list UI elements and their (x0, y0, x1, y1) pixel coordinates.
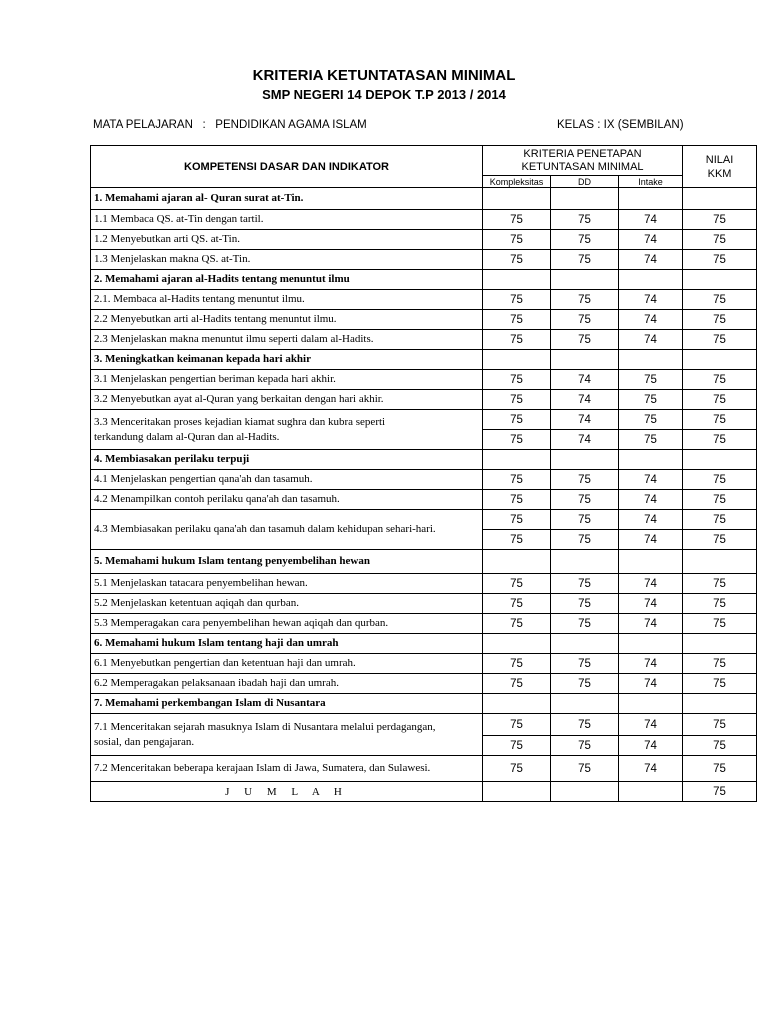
subject-info (93, 119, 367, 131)
kompleksitas-value: 75 (483, 574, 551, 594)
kkm-value: 75 (683, 574, 757, 594)
kkm-value: 75 (683, 756, 757, 782)
kkm-value: 75 (683, 470, 757, 490)
kompleksitas-value: 75 (483, 250, 551, 270)
table-row (91, 330, 757, 350)
dd-value: 75 (551, 310, 619, 330)
group-row (91, 450, 757, 470)
dd-value: 75 (551, 210, 619, 230)
group-row (91, 634, 757, 654)
indicator-text: 6.2 Memperagakan pelaksanaan ibadah haji dan umrah. (91, 674, 483, 694)
indicator-text: 5.3 Memperagakan cara penyembelihan hewan aqiqah dan qurban. (91, 614, 483, 634)
intake-value: 74 (619, 654, 683, 674)
total-kkm-value: 75 (683, 782, 757, 802)
indicator-text: 2.2 Menyebutkan arti al-Hadits tentang menuntut ilmu. (91, 310, 483, 330)
indicator-text (91, 410, 483, 450)
intake-value: 74 (619, 594, 683, 614)
kkm-value: 75 (683, 410, 757, 430)
dd-value: 75 (551, 674, 619, 694)
intake-value: 74 (619, 574, 683, 594)
intake-value: 74 (619, 614, 683, 634)
table-row (91, 410, 757, 430)
header-kompleksitas: Kompleksitas (483, 176, 551, 188)
group-row (91, 550, 757, 574)
table-row (91, 674, 757, 694)
kompleksitas-value: 75 (483, 290, 551, 310)
kkm-value: 75 (683, 310, 757, 330)
intake-value: 74 (619, 330, 683, 350)
kompleksitas-value: 75 (483, 714, 551, 736)
table-row (91, 510, 757, 530)
group-row (91, 694, 757, 714)
intake-value: 75 (619, 410, 683, 430)
class-value: IX (SEMBILAN) (603, 119, 684, 131)
header-kd: KOMPETENSI DASAR DAN INDIKATOR (91, 146, 483, 188)
group-title: 5. Memahami hukum Islam tentang penyembelihan hewan (91, 550, 483, 574)
kompleksitas-value: 75 (483, 614, 551, 634)
intake-value: 74 (619, 210, 683, 230)
kkm-value: 75 (683, 530, 757, 550)
dd-value: 74 (551, 370, 619, 390)
kompleksitas-value: 75 (483, 390, 551, 410)
indicator-text: 4.1 Menjelaskan pengertian qana'ah dan tasamuh. (91, 470, 483, 490)
table-row (91, 390, 757, 410)
total-row (91, 782, 757, 802)
indicator-text: 7.2 Menceritakan beberapa kerajaan Islam di Jawa, Sumatera, dan Sulawesi. (91, 756, 483, 782)
dd-value: 75 (551, 574, 619, 594)
kompleksitas-value: 75 (483, 430, 551, 450)
group-row (91, 350, 757, 370)
table-row (91, 370, 757, 390)
indicator-text: 1.2 Menyebutkan arti QS. at-Tin. (91, 230, 483, 250)
intake-value: 75 (619, 390, 683, 410)
intake-value: 74 (619, 756, 683, 782)
indicator-text-line2: sosial, dan pengajaran. (94, 735, 195, 748)
table-row (91, 594, 757, 614)
header-nilai (683, 146, 757, 188)
subject-label: MATA PELAJARAN (93, 119, 193, 131)
indicator-text: 2.3 Menjelaskan makna menuntut ilmu seperti dalam al-Hadits. (91, 330, 483, 350)
kompleksitas-value: 75 (483, 370, 551, 390)
dd-value: 75 (551, 290, 619, 310)
class-label: KELAS : (557, 119, 601, 131)
document-title: KRITERIA KETUNTATASAN MINIMAL (252, 67, 516, 84)
subject-separator: : (202, 119, 206, 131)
kkm-value: 75 (683, 714, 757, 736)
table-row (91, 654, 757, 674)
kompleksitas-value: 75 (483, 210, 551, 230)
dd-value: 75 (551, 714, 619, 736)
table-row (91, 614, 757, 634)
indicator-text: 4.2 Menampilkan contoh perilaku qana'ah dan tasamuh. (91, 490, 483, 510)
kkm-value: 75 (683, 430, 757, 450)
group-title: 7. Memahami perkembangan Islam di Nusantara (91, 694, 483, 714)
group-title: 3. Meningkatkan keimanan kepada hari akhir (91, 350, 483, 370)
kompleksitas-value: 75 (483, 654, 551, 674)
indicator-text (91, 714, 483, 756)
group-row (91, 270, 757, 290)
indicator-text: 2.1. Membaca al-Hadits tentang menuntut ilmu. (91, 290, 483, 310)
table-row (91, 310, 757, 330)
kkm-value: 75 (683, 330, 757, 350)
kompleksitas-value: 75 (483, 530, 551, 550)
intake-value: 74 (619, 470, 683, 490)
kkm-value: 75 (683, 674, 757, 694)
table-row (91, 210, 757, 230)
header-nilai-line2: KKM (707, 167, 732, 180)
header-kriteria-line1: KRITERIA PENETAPAN (523, 147, 642, 160)
dd-value: 75 (551, 614, 619, 634)
kompleksitas-value: 75 (483, 594, 551, 614)
kkm-value: 75 (683, 510, 757, 530)
table-row (91, 470, 757, 490)
indicator-text-line1: 7.1 Menceritakan sejarah masuknya Islam di Nusantara melalui perdagangan, (94, 720, 436, 733)
intake-value: 74 (619, 490, 683, 510)
dd-value: 75 (551, 594, 619, 614)
indicator-text-line1: 3.3 Menceritakan proses kejadian kiamat sughra dan kubra seperti (94, 415, 386, 428)
header-kriteria-line2: KETUNTASAN MINIMAL (521, 160, 644, 173)
intake-value: 74 (619, 530, 683, 550)
dd-value: 75 (551, 470, 619, 490)
kkm-value: 75 (683, 490, 757, 510)
intake-value: 74 (619, 510, 683, 530)
table-row (91, 230, 757, 250)
kkm-value: 75 (683, 370, 757, 390)
indicator-text: 4.3 Membiasakan perilaku qana'ah dan tasamuh dalam kehidupan sehari-hari. (91, 510, 483, 550)
intake-value: 74 (619, 714, 683, 736)
kkm-value: 75 (683, 594, 757, 614)
dd-value: 75 (551, 736, 619, 756)
intake-value: 75 (619, 370, 683, 390)
kkm-value: 75 (683, 614, 757, 634)
indicator-text: 1.3 Menjelaskan makna QS. at-Tin. (91, 250, 483, 270)
intake-value: 74 (619, 290, 683, 310)
dd-value: 75 (551, 250, 619, 270)
dd-value: 74 (551, 390, 619, 410)
header-intake: Intake (619, 176, 683, 188)
table-header-row (91, 146, 757, 176)
dd-value: 75 (551, 330, 619, 350)
kkm-value: 75 (683, 230, 757, 250)
kompleksitas-value: 75 (483, 330, 551, 350)
indicator-text: 5.2 Menjelaskan ketentuan aqiqah dan qurban. (91, 594, 483, 614)
dd-value: 75 (551, 530, 619, 550)
table-row (91, 714, 757, 736)
table-row (91, 290, 757, 310)
kkm-value: 75 (683, 250, 757, 270)
intake-value: 74 (619, 674, 683, 694)
dd-value: 75 (551, 510, 619, 530)
total-label: J U M L A H (91, 782, 483, 802)
header-dd: DD (551, 176, 619, 188)
group-title: 4. Membiasakan perilaku terpuji (91, 450, 483, 470)
intake-value: 74 (619, 736, 683, 756)
kompleksitas-value: 75 (483, 674, 551, 694)
intake-value: 75 (619, 430, 683, 450)
kompleksitas-value: 75 (483, 230, 551, 250)
header-kriteria (483, 146, 683, 176)
kkm-value: 75 (683, 736, 757, 756)
dd-value: 75 (551, 756, 619, 782)
indicator-text-line2: terkandung dalam al-Quran dan al-Hadits. (94, 430, 280, 443)
kompleksitas-value: 75 (483, 310, 551, 330)
kompleksitas-value: 75 (483, 470, 551, 490)
table-row (91, 250, 757, 270)
group-row (91, 188, 757, 210)
document-subtitle: SMP NEGERI 14 DEPOK T.P 2013 / 2014 (262, 87, 506, 102)
kompleksitas-value: 75 (483, 736, 551, 756)
dd-value: 75 (551, 490, 619, 510)
subject-value: PENDIDIKAN AGAMA ISLAM (215, 119, 367, 131)
indicator-text: 5.1 Menjelaskan tatacara penyembelihan hewan. (91, 574, 483, 594)
kkm-value: 75 (683, 290, 757, 310)
indicator-text: 6.1 Menyebutkan pengertian dan ketentuan haji dan umrah. (91, 654, 483, 674)
dd-value: 74 (551, 430, 619, 450)
dd-value: 75 (551, 654, 619, 674)
indicator-text: 3.2 Menyebutkan ayat al-Quran yang berkaitan dengan hari akhir. (91, 390, 483, 410)
kompleksitas-value: 75 (483, 410, 551, 430)
table-row (91, 574, 757, 594)
kkm-value: 75 (683, 390, 757, 410)
kompleksitas-value: 75 (483, 756, 551, 782)
intake-value: 74 (619, 250, 683, 270)
kkm-value: 75 (683, 654, 757, 674)
group-title: 2. Memahami ajaran al-Hadits tentang menuntut ilmu (91, 270, 483, 290)
header-nilai-line1: NILAI (705, 153, 734, 166)
kkm-table (90, 145, 757, 802)
table-row (91, 756, 757, 782)
intake-value: 74 (619, 310, 683, 330)
class-info (557, 119, 684, 131)
kompleksitas-value: 75 (483, 490, 551, 510)
dd-value: 74 (551, 410, 619, 430)
kkm-value: 75 (683, 210, 757, 230)
kompleksitas-value: 75 (483, 510, 551, 530)
dd-value: 75 (551, 230, 619, 250)
indicator-text: 3.1 Menjelaskan pengertian beriman kepada hari akhir. (91, 370, 483, 390)
indicator-text: 1.1 Membaca QS. at-Tin dengan tartil. (91, 210, 483, 230)
intake-value: 74 (619, 230, 683, 250)
table-row (91, 490, 757, 510)
group-title: 6. Memahami hukum Islam tentang haji dan umrah (91, 634, 483, 654)
group-title: 1. Memahami ajaran al- Quran surat at-Tin. (91, 188, 483, 210)
